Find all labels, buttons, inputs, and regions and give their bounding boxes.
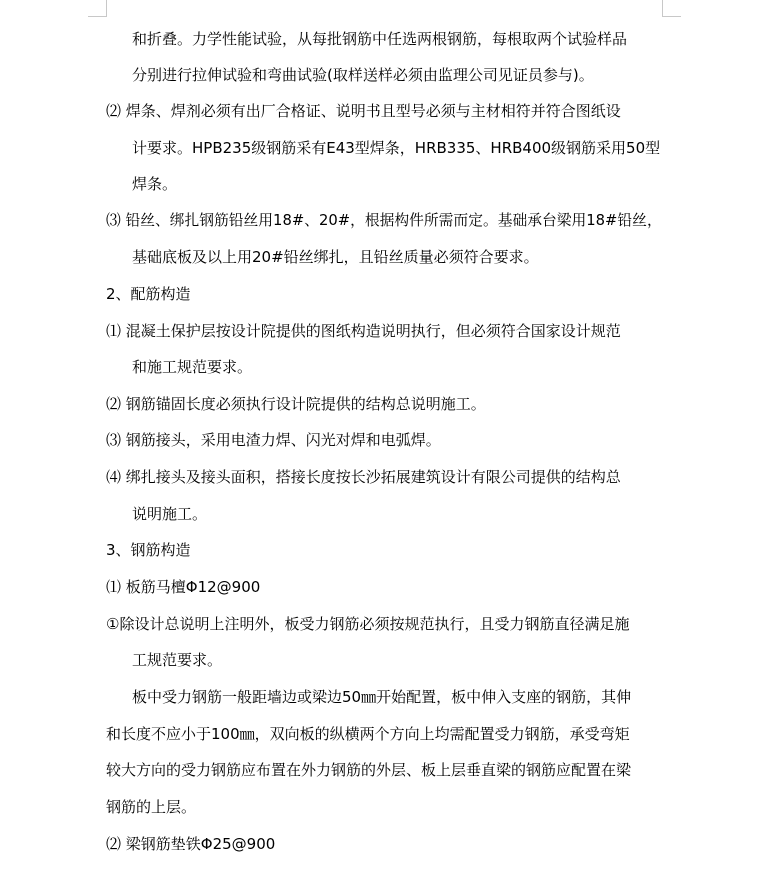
line-text: ①除设计总说明上注明外，板受力钢筋必须按规范执行，且受力钢筋直径满足施 (106, 615, 630, 633)
list-item (0, 319, 782, 343)
line-text: 焊条。 (132, 175, 178, 193)
text-line (0, 795, 782, 819)
list-item (0, 612, 782, 636)
line-text: 较大方向的受力钢筋应布置在外力钢筋的外层、板上层垂直梁的钢筋应配置在梁 (106, 761, 632, 779)
page-corner-mark-right (662, 0, 681, 17)
text-line (0, 27, 782, 51)
paragraph-first-line (0, 685, 782, 709)
list-item (0, 428, 782, 452)
line-text: 板中受力钢筋一般距墙边或梁边50㎜开始配置，板中伸入支座的钢筋，其伸 (132, 688, 632, 706)
text-line (0, 502, 782, 526)
line-text: ⑴ 混凝土保护层按设计院提供的图纸构造说明执行，但必须符合国家设计规范 (106, 322, 621, 340)
line-text: ⑶ 钢筋接头，采用电渣力焊、闪光对焊和电弧焊。 (106, 431, 441, 449)
line-text: ⑷ 绑扎接头及接头面积，搭接长度按长沙拓展建筑设计有限公司提供的结构总 (106, 468, 621, 486)
line-text: 2、配筋构造 (106, 285, 191, 303)
list-item (0, 392, 782, 416)
line-text: ⑵ 焊条、焊剂必须有出厂合格证、说明书且型号必须与主材相符并符合图纸设 (106, 102, 621, 120)
text-line (0, 648, 782, 672)
line-text: 计要求。HPB235级钢筋采有E43型焊条，HRB335、HRB400级钢筋采用50型 (132, 139, 661, 157)
line-text: 3、钢筋构造 (106, 541, 191, 559)
line-text: ⑶ 铅丝、绑扎钢筋铅丝用18#、20#，根据构件所需而定。基础承台梁用18#铅丝， (106, 211, 662, 229)
line-text: 和施工规范要求。 (132, 358, 253, 376)
list-item (0, 832, 782, 856)
line-text: 分别进行拉伸试验和弯曲试验(取样送样必须由监理公司见证员参与)。 (132, 66, 594, 84)
line-text: 说明施工。 (132, 505, 208, 523)
section-heading (0, 538, 782, 562)
text-line (0, 355, 782, 379)
section-heading (0, 282, 782, 306)
text-line (0, 722, 782, 746)
list-item (0, 99, 782, 123)
line-text: 和长度不应小于100㎜，双向板的纵横两个方向上均需配置受力钢筋，承受弯矩 (106, 725, 630, 743)
text-line (0, 245, 782, 269)
line-text: 和折叠。力学性能试验，从每批钢筋中任选两根钢筋，每根取两个试验样品 (132, 30, 628, 48)
text-line (0, 63, 782, 87)
text-line (0, 136, 782, 160)
list-item (0, 208, 782, 232)
line-text: ⑵ 钢筋锚固长度必须执行设计院提供的结构总说明施工。 (106, 395, 486, 413)
page-corner-mark-left (88, 0, 107, 17)
text-line (0, 758, 782, 782)
list-item (0, 465, 782, 489)
line-text: ⑴ 板筋马檀Φ12@900 (106, 578, 261, 596)
text-line (0, 172, 782, 196)
line-text: 钢筋的上层。 (106, 798, 197, 816)
line-text: ⑵ 梁钢筋垫铁Φ25@900 (106, 835, 276, 853)
line-text: 基础底板及以上用20#铅丝绑扎，且铅丝质量必须符合要求。 (132, 248, 539, 266)
list-item (0, 575, 782, 599)
line-text: 工规范要求。 (132, 651, 223, 669)
